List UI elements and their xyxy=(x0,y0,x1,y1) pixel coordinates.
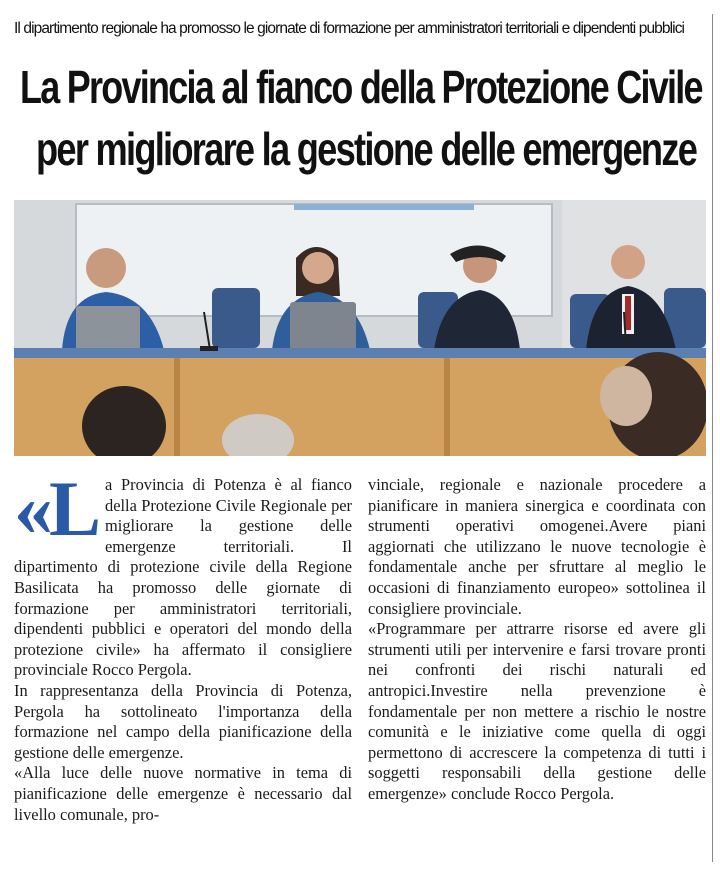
conference-photo xyxy=(14,200,706,456)
paragraph: «Programmare per attrarre risorse ed avere gli strumenti utili per intervenire e farsi trovare pronti nei confronti dei rischi naturali ed antropici.Investire nella prevenzione è fondamentale per non mettere a rischio le nostre comunità e le iniziative come quella di oggi permettono di accrescere la competenza di tutti i soggetti responsabili della gestione delle emergenze» conclude Rocco Pergola. xyxy=(368,619,706,803)
headline-line-1: La Provincia al fianco della Protezione Civile xyxy=(20,61,702,113)
paragraph xyxy=(14,465,352,681)
kicker: Il dipartimento regionale ha promosso le giornate di formazione per amministratori territoriali e dipendenti pubblici xyxy=(14,20,685,37)
headline-line-2: per migliorare la gestione delle emergenze xyxy=(36,123,697,175)
headline xyxy=(14,56,714,180)
paragraph: vinciale, regionale e nazionale procedere a pianificare in maniera sinergica e coordinata con strumenti operativi omogenei.Avere piani aggiornati che utilizzano le nuove tecnologie è fondamentale anche per sfruttare al meglio le occasioni di finanziamento europeo» sottolinea il consigliere provinciale. xyxy=(368,475,706,618)
column-rule xyxy=(712,14,713,862)
paragraph-text: a Provincia di Potenza è al fianco della Protezione Civile Regionale per migliorare la gestione delle emergenze territoriali. Il dipartimento di protezione civile della Regione Basilicata ha promosso delle giornate di formazione per amministratori territoriali, dipendenti pubblici e operatori del mondo della protezione civile» ha affermato il consigliere provinciale Rocco Pergola. xyxy=(14,475,352,680)
paragraph: In rappresentanza della Provincia di Potenza, Pergola ha sottolineato l'importanza della formazione nel campo della pianificazione della gestione delle emergenze. xyxy=(14,680,352,762)
conference-photo-icon xyxy=(14,200,706,456)
article-column-2 xyxy=(368,475,706,805)
dropcap: «L xyxy=(14,465,98,552)
article-column-1 xyxy=(14,465,352,825)
paragraph: «Alla luce delle nuove normative in tema di pianificazione delle emergenze è necessario dal livello comunale, pro- xyxy=(14,763,352,824)
